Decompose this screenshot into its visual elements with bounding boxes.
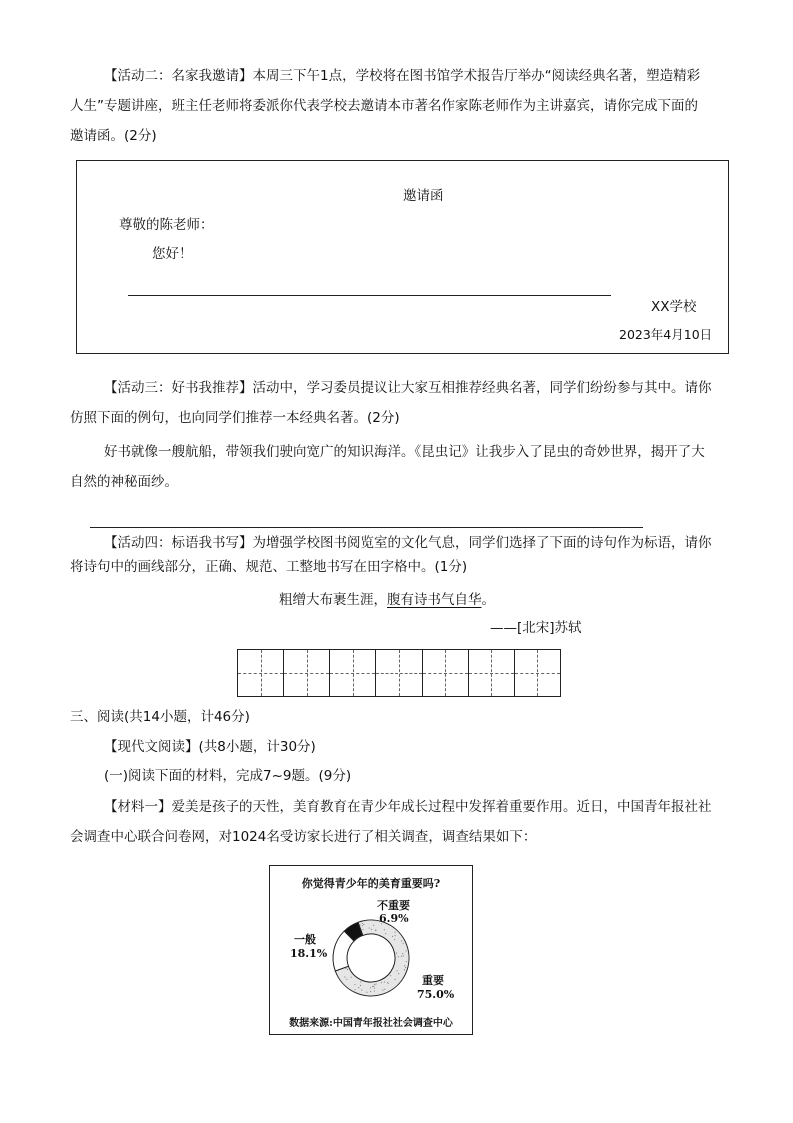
activity3-line2: 仿照下面的例句，也向同学们推荐一本经典名著。(2分)	[70, 410, 400, 426]
slice-texture-dot	[404, 965, 405, 966]
label-not-important: 不重要	[377, 899, 410, 912]
activity4-line2: 将诗句中的画线部分，正确、规范、工整地书写在田字格中。(1分)	[70, 559, 468, 575]
slice-texture-dot	[371, 929, 372, 930]
slice-texture-dot	[362, 929, 363, 930]
slice-texture-dot	[373, 925, 374, 926]
slice-texture-dot	[405, 950, 406, 951]
slice-texture-dot	[355, 989, 356, 990]
value-important: 75.0%	[417, 988, 455, 1001]
slice-texture-dot	[398, 973, 399, 974]
invitation-signature: XX学校	[651, 299, 697, 315]
grid-cell[interactable]	[330, 650, 376, 696]
value-not-important: 6.9%	[379, 912, 409, 925]
activity3-answer-line[interactable]	[90, 527, 643, 528]
invitation-greeting: 您好！	[152, 246, 193, 262]
slice-texture-dot	[403, 943, 404, 944]
slice-texture-dot	[382, 990, 383, 991]
slice-texture-dot	[347, 969, 348, 970]
invitation-salutation: 尊敬的陈老师：	[119, 217, 214, 233]
slice-texture-dot	[370, 987, 371, 988]
writing-grid[interactable]	[237, 649, 561, 697]
slice-texture-dot	[401, 940, 402, 941]
grid-cell[interactable]	[515, 650, 560, 696]
slice-texture-dot	[376, 983, 377, 984]
slice-texture-dot	[404, 969, 405, 970]
slice-texture-dot	[373, 986, 374, 987]
label-normal: 一般	[294, 933, 316, 946]
slice-texture-dot	[384, 929, 385, 930]
slice-texture-dot	[398, 956, 399, 957]
slice-texture-dot	[401, 956, 402, 957]
activity3-example-line2: 自然的神秘面纱。	[70, 474, 178, 490]
slice-texture-dot	[403, 955, 404, 956]
slice-texture-dot	[406, 961, 407, 962]
slice-texture-dot	[354, 984, 355, 985]
slice-texture-dot	[375, 929, 376, 930]
slice-texture-dot	[369, 927, 370, 928]
slice-texture-dot	[351, 977, 352, 978]
slice-texture-dot	[395, 979, 396, 980]
slice-texture-dot	[394, 932, 395, 933]
section3-part1: (一)阅读下面的材料，完成7~9题。(9分)	[104, 768, 352, 784]
slice-texture-dot	[374, 984, 375, 985]
chart-title: 你觉得青少年的美育重要吗?	[301, 877, 441, 890]
activity2-line1: 【活动二：名家我邀请】本周三下午1点，学校将在图书馆学术报告厅举办“阅读经典名著，塑造精彩	[104, 68, 701, 84]
invitation-title: 邀请函	[403, 188, 444, 204]
material1-line1: 【材料一】爱美是孩子的天性，美育教育在青少年成长过程中发挥着重要作用。近日，中国青年报社社	[104, 799, 712, 815]
label-important: 重要	[422, 974, 444, 987]
chart-source: 数据来源:中国青年报社社会调查中心	[289, 1018, 453, 1029]
slice-texture-dot	[372, 986, 373, 987]
value-normal: 18.1%	[290, 947, 328, 960]
poem-end: 。	[481, 592, 495, 608]
slice-texture-dot	[381, 982, 382, 983]
slice-texture-dot	[366, 992, 367, 993]
slice-texture-dot	[374, 990, 375, 991]
activity2-line2: 人生”专题讲座，班主任老师将委派你代表学校去邀请本市著名作家陈老师作为主讲嘉宾，请你完成下面的	[70, 98, 698, 114]
slice-texture-dot	[390, 975, 391, 976]
slice-texture-dot	[405, 967, 406, 968]
slice-texture-dot	[363, 924, 364, 925]
slice-texture-dot	[360, 985, 361, 986]
slice-texture-dot	[362, 925, 363, 926]
section3-modern: 【现代文阅读】(共8小题，计30分)	[104, 739, 316, 755]
slice-texture-dot	[370, 991, 371, 992]
slice-texture-dot	[385, 933, 386, 934]
slice-texture-dot	[396, 970, 397, 971]
slice-texture-dot	[384, 989, 385, 990]
invitation-answer-line[interactable]	[128, 295, 611, 296]
grid-cell[interactable]	[284, 650, 330, 696]
poem-attribution: ——[北宋]苏轼	[490, 620, 582, 636]
slice-texture-dot	[344, 976, 345, 977]
donut-chart-svg	[270, 866, 472, 1034]
invitation-date: 2023年4月10日	[619, 327, 713, 342]
slice-texture-dot	[346, 979, 347, 980]
grid-cell[interactable]	[238, 650, 284, 696]
slice-texture-dot	[359, 924, 360, 925]
material1-line2: 会调查中心联合问卷网，对1024名受访家长进行了相关调查，调查结果如下：	[70, 829, 537, 845]
slice-texture-dot	[345, 968, 346, 969]
slice-texture-dot	[361, 989, 362, 990]
slice-texture-dot	[402, 953, 403, 954]
grid-cell[interactable]	[469, 650, 515, 696]
slice-texture-dot	[395, 935, 396, 936]
slice-texture-dot	[384, 981, 385, 982]
section3-heading: 三、阅读(共14小题，计46分)	[70, 709, 250, 725]
grid-cell[interactable]	[376, 650, 422, 696]
poem-underlined: 腹有诗书气自华	[387, 592, 482, 608]
slice-texture-dot	[394, 939, 395, 940]
slice-texture-dot	[374, 987, 375, 988]
slice-texture-dot	[358, 987, 359, 988]
survey-chart	[269, 865, 473, 1035]
slice-texture-dot	[392, 936, 393, 937]
activity3-line1: 【活动三：好书我推荐】活动中，学习委员提议让大家互相推荐经典名著，同学们纷纷参与其中。请你	[104, 380, 712, 396]
slice-texture-dot	[388, 983, 389, 984]
slice-texture-dot	[396, 952, 397, 953]
poem-plain: 粗缯大布裹生涯，	[279, 592, 387, 608]
activity3-example-line1: 好书就像一艘航船，带领我们驶向宽广的知识海洋。《昆虫记》让我步入了昆虫的奇妙世界，揭开了大	[104, 444, 705, 460]
activity4-line1: 【活动四：标语我书写】为增强学校图书阅览室的文化气息，同学们选择了下面的诗句作为标语，请你	[104, 535, 712, 551]
poem-line	[279, 590, 495, 610]
grid-cell[interactable]	[423, 650, 469, 696]
activity2-line3: 邀请函。(2分)	[70, 128, 157, 144]
donut-group	[333, 920, 409, 996]
slice-texture-dot	[362, 923, 363, 924]
slice-texture-dot	[360, 981, 361, 982]
